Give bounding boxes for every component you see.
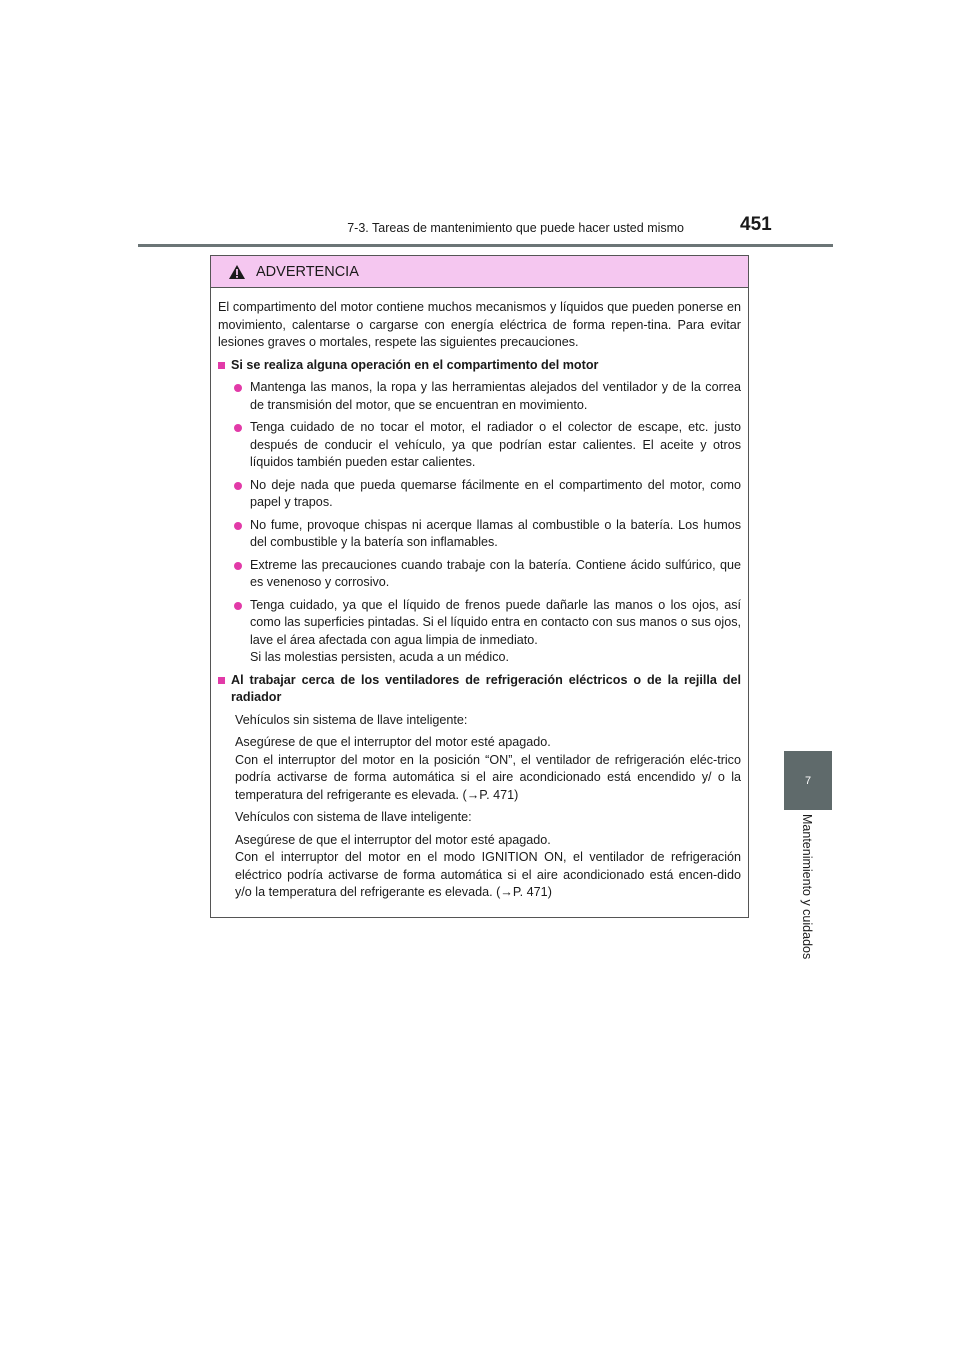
warning-title: ADVERTENCIA (256, 263, 359, 280)
sub-line: Asegúrese de que el interruptor del motor esté apagado. (235, 735, 551, 749)
list-item (234, 419, 741, 472)
sub-line: Con el interruptor del motor en la posición “ON”, el ventilador de refrigeración eléc-trico podría activarse de forma automática si el aire acondicionado está encendido y/ o la temperatura del refrigerante es elevada. (→P. 471) (235, 752, 741, 802)
list-item-text (250, 597, 741, 667)
warning-header (211, 256, 748, 288)
round-bullet-icon (234, 522, 242, 530)
sub-paragraph (235, 832, 741, 902)
list-item-line: Tenga cuidado, ya que el líquido de frenos puede dañarle las manos o los ojos, así como las superficies pintadas. Si el líquido entra en contacto con sus manos o sus ojos, lave el área afectada con agua limpia de inmediato. (250, 597, 741, 647)
list-item (234, 557, 741, 592)
round-bullet-icon (234, 384, 242, 392)
warning-intro: El compartimento del motor contiene muchos mecanismos y líquidos que pueden ponerse en movimiento, calentarse o cargarse con energía eléctrica de forma repen-tina. Para evitar lesiones graves o mortales, respete las siguientes precauciones. (218, 300, 741, 349)
list-item (234, 477, 741, 512)
round-bullet-icon (234, 482, 242, 490)
chapter-tab: 7 (784, 751, 832, 810)
warning-body (211, 288, 748, 902)
sub-title: Vehículos sin sistema de llave inteligente: (235, 712, 468, 727)
square-bullet-icon (218, 677, 225, 684)
sub-title: Vehículos con sistema de llave inteligente: (235, 810, 472, 824)
warning-triangle-icon (228, 264, 246, 280)
section-heading-2 (218, 672, 741, 707)
section-heading-1 (218, 357, 741, 375)
section-heading-text: Al trabajar cerca de los ventiladores de refrigeración eléctricos o de la rejilla del radiador (231, 672, 741, 704)
list-item (234, 379, 741, 414)
list-item-text: No deje nada que pueda quemarse fácilmente en el compartimento del motor, como papel y trapos. (250, 477, 741, 509)
warning-box (210, 255, 749, 918)
list-item-text: Mantenga las manos, la ropa y las herramientas alejados del ventilador y de la correa de transmisión del motor, que se encuentran en movimiento. (250, 380, 741, 412)
round-bullet-icon (234, 562, 242, 570)
round-bullet-icon (234, 424, 242, 432)
list-item (234, 597, 741, 667)
sub-paragraph (235, 734, 741, 804)
list-item-text: Extreme las precauciones cuando trabaje con la batería. Contiene ácido sulfúrico, que es venenoso y corrosivo. (250, 557, 741, 589)
section-heading-text: Si se realiza alguna operación en el compartimento del motor (231, 357, 599, 372)
list-item (234, 517, 741, 552)
sub-line: Con el interruptor del motor en el modo IGNITION ON, el ventilador de refrigeración eléctrico podría activarse de forma automática si el aire acondicionado está encen-dido y/o la temperatura del refrigerante es elevada. (→P. 471) (235, 850, 741, 899)
sub-line: Asegúrese de que el interruptor del motor esté apagado. (235, 832, 551, 847)
list-item-text: Tenga cuidado de no tocar el motor, el radiador o el colector de escape, etc. justo después de conducir el vehículo, ya que podrían estar calientes. El aceite y otros líquidos también pueden estar calientes. (250, 420, 741, 469)
list-item-text: No fume, provoque chispas ni acerque llamas al combustible o la batería. Los humos del combustible y la batería son inflamables. (250, 517, 741, 549)
chapter-label (784, 814, 832, 974)
page-number: 451 (740, 214, 772, 235)
chapter-label-text: Mantenimiento y cuidados (800, 814, 814, 960)
list-item-line: Si las molestias persisten, acuda a un médico. (250, 650, 510, 664)
round-bullet-icon (234, 602, 242, 610)
header-rule (138, 244, 833, 247)
section-header: 7-3. Tareas de mantenimiento que puede hacer usted mismo (347, 221, 684, 235)
square-bullet-icon (218, 362, 225, 369)
